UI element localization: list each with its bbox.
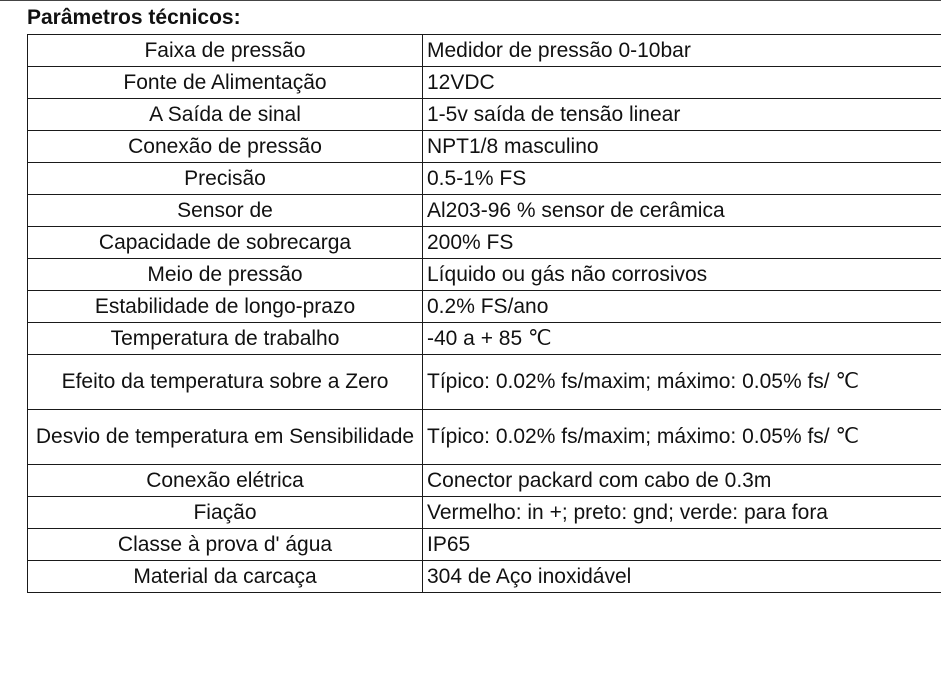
- row-label: Estabilidade de longo-prazo: [28, 291, 423, 323]
- row-label: Conexão elétrica: [28, 465, 423, 497]
- row-label: Meio de pressão: [28, 259, 423, 291]
- row-value: IP65: [423, 529, 941, 561]
- row-value: Conector packard com cabo de 0.3m: [423, 465, 941, 497]
- row-value: 12VDC: [423, 67, 941, 99]
- row-label: Conexão de pressão: [28, 131, 423, 163]
- table-row: [28, 35, 941, 67]
- table-row: [28, 561, 941, 593]
- row-label: Sensor de: [28, 195, 423, 227]
- row-label: Faixa de pressão: [28, 35, 423, 67]
- row-value: 0.5-1% FS: [423, 163, 941, 195]
- row-label: Fonte de Alimentação: [28, 67, 423, 99]
- row-value: 0.2% FS/ano: [423, 291, 941, 323]
- table-row: [28, 410, 941, 465]
- row-label: Temperatura de trabalho: [28, 323, 423, 355]
- row-label: Desvio de temperatura em Sensibilidade: [28, 410, 423, 465]
- row-value: Medidor de pressão 0-10bar: [423, 35, 941, 67]
- row-value: -40 a + 85 ℃: [423, 323, 941, 355]
- section-heading: Parâmetros técnicos:: [27, 6, 241, 29]
- row-label: Efeito da temperatura sobre a Zero: [28, 355, 423, 410]
- specs-table: [27, 34, 941, 593]
- table-row: [28, 291, 941, 323]
- table-row: [28, 131, 941, 163]
- table-row: [28, 99, 941, 131]
- row-value: Típico: 0.02% fs/maxim; máximo: 0.05% fs/ ℃: [423, 355, 941, 410]
- table-row: [28, 355, 941, 410]
- table-row: [28, 227, 941, 259]
- row-value: 200% FS: [423, 227, 941, 259]
- row-label: Capacidade de sobrecarga: [28, 227, 423, 259]
- row-value: NPT1/8 masculino: [423, 131, 941, 163]
- row-value: Vermelho: in +; preto: gnd; verde: para fora: [423, 497, 941, 529]
- top-divider: [0, 0, 941, 1]
- row-value: 304 de Aço inoxidável: [423, 561, 941, 593]
- row-value: 1-5v saída de tensão linear: [423, 99, 941, 131]
- row-value: Típico: 0.02% fs/maxim; máximo: 0.05% fs/ ℃: [423, 410, 941, 465]
- row-label: A Saída de sinal: [28, 99, 423, 131]
- table-row: [28, 259, 941, 291]
- row-label: Fiação: [28, 497, 423, 529]
- row-value: Líquido ou gás não corrosivos: [423, 259, 941, 291]
- table-row: [28, 195, 941, 227]
- table-row: [28, 497, 941, 529]
- row-label: Classe à prova d' água: [28, 529, 423, 561]
- table-row: [28, 67, 941, 99]
- row-label: Material da carcaça: [28, 561, 423, 593]
- row-value: Al203-96 % sensor de cerâmica: [423, 195, 941, 227]
- table-row: [28, 465, 941, 497]
- table-row: [28, 323, 941, 355]
- table-row: [28, 529, 941, 561]
- table-row: [28, 163, 941, 195]
- row-label: Precisão: [28, 163, 423, 195]
